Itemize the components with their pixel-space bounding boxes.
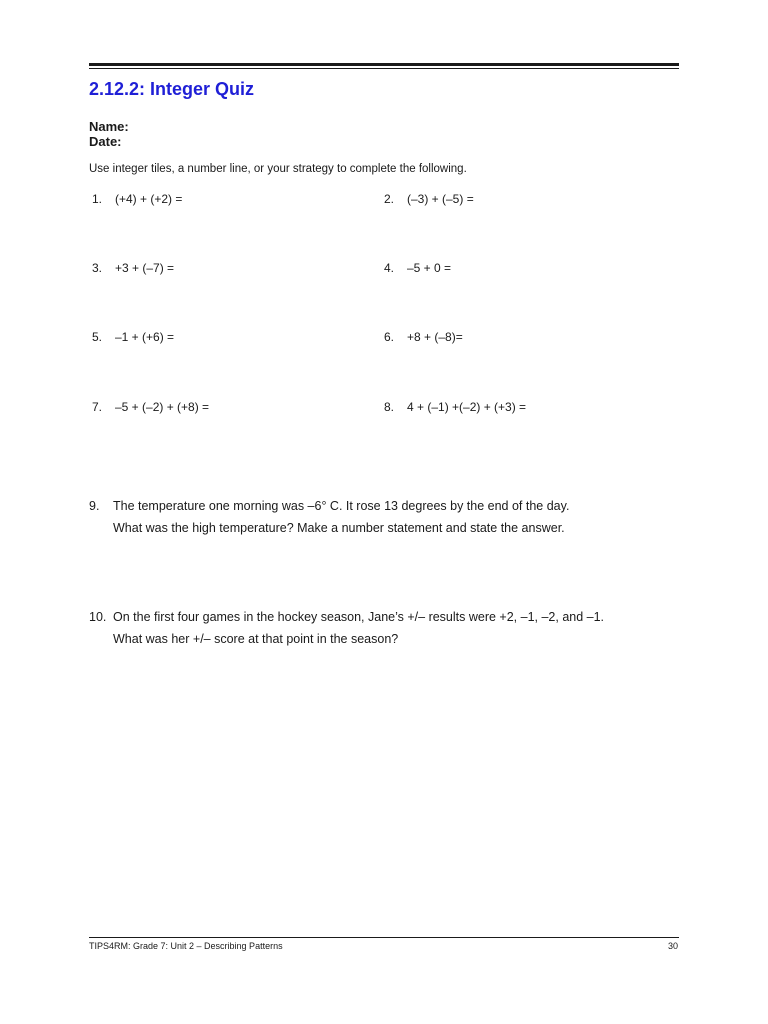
header-rule-thin [89,68,679,69]
word-problem-10 [89,606,604,650]
problem-2 [384,192,474,206]
problem-number: 4. [384,261,395,275]
page-number: 30 [667,941,678,951]
problem-6 [384,330,463,344]
problem-4 [384,261,451,275]
footer-rule [89,937,679,938]
problem-expression: +3 + (–7) = [115,261,175,275]
problem-3 [92,261,174,275]
problem-1 [92,192,182,206]
name-label: Name: [89,119,129,134]
footer-course-title: TIPS4RM: Grade 7: Unit 2 – Describing Patterns [89,941,283,951]
instructions-text: Use integer tiles, a number line, or your strategy to complete the following. [89,163,467,175]
problem-expression: –5 + (–2) + (+8) = [115,400,210,414]
problem-number: 9. [89,499,100,513]
word-problem-line-2: What was her +/– score at that point in the season? [113,632,399,646]
date-label: Date: [89,134,122,149]
problem-5 [92,330,174,344]
problem-expression: 4 + (–1) +(–2) + (+3) = [407,400,527,414]
word-problem-line-1: The temperature one morning was –6° C. It rose 13 degrees by the end of the day. [113,499,570,513]
problem-number: 2. [384,192,395,206]
header-rule-thick [89,63,679,66]
problem-expression: –5 + 0 = [407,261,452,275]
problem-number: 1. [92,192,103,206]
problem-number: 5. [92,330,103,344]
problem-expression: (+4) + (+2) = [115,192,183,206]
problem-number: 6. [384,330,395,344]
word-problem-line-1: On the first four games in the hockey season, Jane’s +/– results were +2, –1, –2, and –1. [113,610,605,624]
problem-number: 8. [384,400,395,414]
problem-expression: +8 + (–8)= [407,330,463,344]
problem-number: 10. [89,610,107,624]
word-problem-line-2: What was the high temperature? Make a number statement and state the answer. [113,521,565,535]
page-title: 2.12.2: Integer Quiz [89,79,255,99]
problem-7 [92,400,209,414]
word-problem-9 [89,495,569,539]
problem-number: 3. [92,261,103,275]
problem-8 [384,400,526,414]
problem-expression: (–3) + (–5) = [407,192,474,206]
problem-number: 7. [92,400,103,414]
problem-expression: –1 + (+6) = [115,330,175,344]
